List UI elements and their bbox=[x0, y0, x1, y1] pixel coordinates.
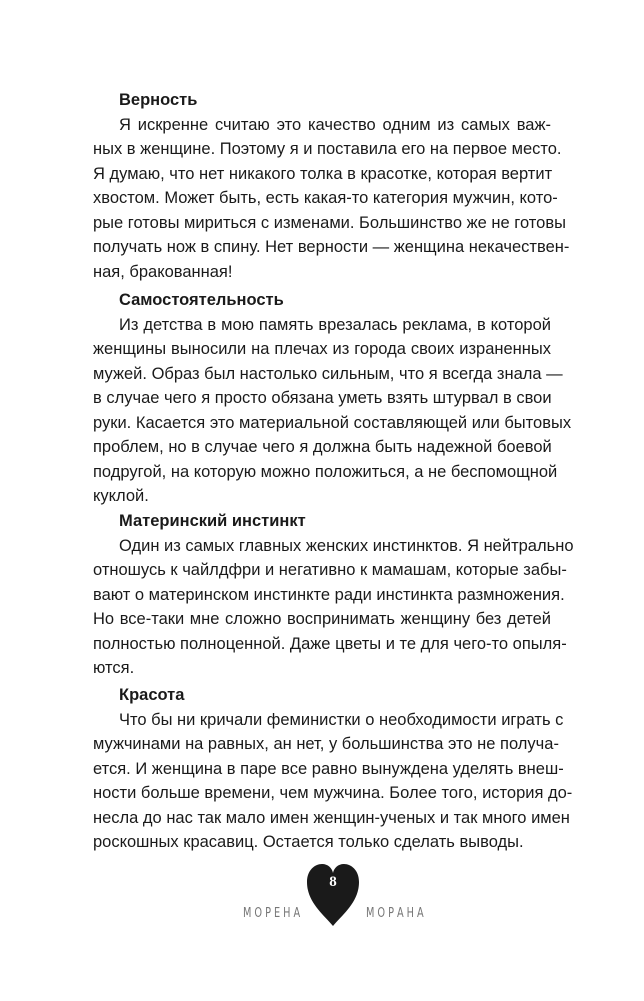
section bbox=[93, 509, 574, 681]
section bbox=[93, 683, 573, 855]
footer-author-left: МОРЕНА bbox=[243, 906, 304, 921]
text-line: хвостом. Может быть, есть какая-то категория мужчин, кото- bbox=[93, 189, 558, 207]
section-heading: Красота bbox=[119, 686, 185, 704]
text-line: полностью полноценной. Даже цветы и те для чего-то опыля- bbox=[93, 634, 567, 653]
text-line: рые готовы мириться с изменами. Большинство же не готовы bbox=[93, 213, 566, 232]
text-line: Но все-таки мне сложно воспринимать женщину без детей bbox=[93, 610, 551, 628]
text-line: Что бы ни кричали феминистки о необходимости играть с bbox=[119, 710, 564, 729]
text-line: мужчинами на равных, ан нет, у большинства это не получа- bbox=[93, 735, 559, 753]
text-line: ются. bbox=[93, 659, 135, 677]
section-heading: Самостоятельность bbox=[119, 291, 284, 309]
section bbox=[93, 288, 572, 509]
section bbox=[93, 88, 570, 284]
footer-author-right: МОРАНА bbox=[366, 906, 427, 921]
page-footer bbox=[0, 862, 644, 932]
section-heading: Материнский инстинкт bbox=[119, 512, 306, 530]
text-line: ных в женщине. Поэтому я и поставила его на первое место. bbox=[93, 140, 562, 158]
text-line: подругой, на которую можно положиться, а не беспомощной bbox=[93, 462, 558, 481]
page-number: 8 bbox=[329, 874, 337, 890]
text-line: роскошных красавиц. Остается только сделать выводы. bbox=[93, 833, 524, 851]
text-line: несла до нас так мало имен женщин-ученых и так много имен bbox=[93, 808, 570, 827]
text-line: Я искренне считаю это качество одним из самых важ- bbox=[119, 115, 551, 134]
text-line: в случае чего я просто обязана уметь взять штурвал в свои bbox=[93, 389, 552, 407]
section-heading: Верность bbox=[119, 91, 198, 109]
text-line: мужей. Образ был настолько сильным, что я всегда знала — bbox=[93, 364, 563, 383]
text-line: вают о материнском инстинкте ради инстинкта размножения. bbox=[93, 585, 565, 604]
text-line: проблем, но в случае чего я должна быть надежной боевой bbox=[93, 438, 552, 456]
text-line: ная, бракованная! bbox=[93, 262, 233, 281]
text-line: Я думаю, что нет никакого толка в красотке, которая вертит bbox=[93, 164, 553, 183]
text-line: Из детства в мою память врезалась реклама, в которой bbox=[119, 315, 551, 334]
text-line: ности больше времени, чем мужчина. Более того, история до- bbox=[93, 784, 573, 802]
text-line: Один из самых главных женских инстинктов. Я нейтрально bbox=[119, 536, 574, 555]
text-line: женщины выносили на плечах из города своих израненных bbox=[93, 340, 551, 358]
heart-icon bbox=[305, 862, 361, 928]
text-line: руки. Касается это материальной составляющей или бытовых bbox=[93, 413, 572, 432]
text-line: куклой. bbox=[93, 487, 149, 505]
text-line: отношусь к чайлдфри и негативно к мамашам, которые забы- bbox=[93, 561, 567, 579]
text-line: ется. И женщина в паре все равно вынуждена уделять внеш- bbox=[93, 759, 564, 778]
text-line: получать нож в спину. Нет верности — женщина некачествен- bbox=[93, 238, 570, 256]
